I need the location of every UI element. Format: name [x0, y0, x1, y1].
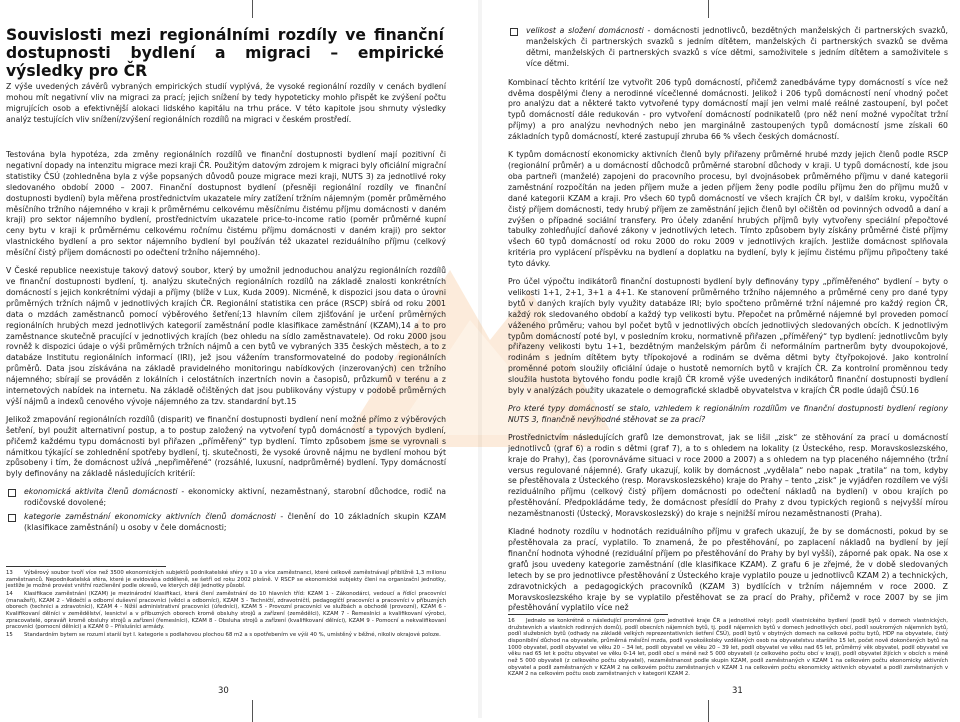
- checkbox-bullet-icon: [8, 489, 16, 497]
- criteria-description: - ekonomicky aktivní, nezaměstnaný, starobní důchodce, rodič na rodičovské dovolené;: [24, 487, 446, 508]
- checkbox-bullet-icon: [510, 28, 518, 36]
- chapter-abstract: Z výše uvedených závěrů vybraných empirických studií vyplývá, že vysoké regionální rozdíly v cenách bydlení mohou mít negativní vliv na migraci za prací; jejich snížení by tedy hypoteticky mohlo přispět ke zvýšení počtu migrujících osob a efektivnější alokaci lidského kapitálu na trhu práce. V této kapitole jsou shrnuty výsledky analýz testujících vliv snížení/zvýšení regionálních rozdílů na migraci v českém prostředí.: [6, 82, 446, 124]
- footnote-number: 15: [6, 631, 13, 638]
- footnote: [6, 632, 446, 639]
- left-body: [6, 150, 446, 537]
- footnote-text: Jednalo se konkrétně o následující proměnné (pro jednotlivé kraje ČR a jednotlivé roky): podíl vlastnického bydlení (podíl bytů v domech vlastnických, družstevních a vlastních rodinných domů), podíl obecních nájemních bytů, tj. podíl nájemních bytů v domech jednotlivých obcí, podíl soukromých nájemních bytů, podíl služebních bytů (odhady na základě velkých reprezentativních šetření ČSÚ), podíl bytů v obytných domech na celkové počtu bytů, HDP na obyvatele, čistý disponibilní důchod na obyvatele, průměrná měsíční mzda, podíl vysokoškolsky vzdělaných osob na obyvatelstvu staršího 15 let, počet nově dokončených bytů na 1000 obyvatel, podíl obyvatel ve věku 20 – 34 let, podíl obyvatel ve věku 20 – 39 let, podíl obyvatel ve věku nad 65 let, průměrný věk obyvatel, podíl obyvatel ve věku nad 65 let k počtu obyvatel ve věku 0-14 let, podíl obcí s méně než 5 000 obyvateli (z celkového počtu obcí v kraji), podíl obyvatel žijících v obcích s méně než 5 000 obyvateli (z celkového počtu obyvatel), nezaměstnanost podle skupin KZAM, podíl zaměstnaných v KZAM 1 na celkovém počtu ekonomicky aktivních obyvatel a podíl zaměstnaných v KZAM 2 na celkovém počtu zaměstnaných v KZAM 1 na celkovém počtu ekonomicky aktivních obyvatel a podíl zaměstnaných v KZAM 2 na celkovém počtu osob zaměstnaných v kategorii KZAM 2.: [508, 618, 948, 678]
- body-paragraph: K typům domácností ekonomicky aktivních členů byly přiřazeny průměrné hrubé mzdy jejich členů podle RSCP (regionální průměr) a u domácností důchodců průměrné starobní důchody v kraji. U typů domácností, kde jsou oba partneři (manželé) zapojeni do pracovního procesu, byl dvojnásobek průměrného příjmu v dané kategorii zaměstnání rozpočítán na jeden příjem muže a jeden příjem ženy podle podílu příjmu žen do příjmu mužů v dané kategorii KZAM a kraji. Pro všech 60 typů domácností ve všech krajích ČR byl, v dalším kroku, vypočítán čistý příjem domácnosti, tedy hrubý příjem ze zaměstnání jejich členů byl očištěn od povinných odvodů a daní a zvýšen o případné sociální transfery. Pro účely zdanění hrubých příjmů byly vytvořeny speciální přepočtové tabulky zohledňující daňové zákony v jednotlivých letech. Tímto způsobem byly získány průměrné čisté příjmy všech 60 typů domácností od roku 2000 do roku 2009 v jednotlivých krajích. Jestliže domácnost splňovala kritéria pro vyplácení příspěvku na bydlení a doplatku na bydlení, byly k jejímu čistému příjmu připočteny také tyto dávky.: [508, 150, 948, 269]
- page-number: 30: [218, 686, 229, 696]
- body-paragraph: Prostřednictvím následujících grafů lze demonstrovat, jak se lišil „zisk“ ze stěhování za prací u domácností jednotlivců (graf 6) a rodin s dětmi (graf 7), a to s ohledem na lokality (z Ústeckého, resp. Moravskoslezského, kraje do Prahy), čas (porovnáváme situaci v roce 2000 a 2007) a s ohledem na typ placeného nájemného (tržní versus regulované nájemné). Grafy ukazují, kolik by domácnost „vydělala“ nebo napak „tratila“ na tom, kdyby se přestěhovala z Ústeckého (resp. Moravskoslezského) kraje do Prahy – tento „zisk“ je vyjádřen rozdílem ve výši reziduálního příjmu (celkový čistý příjem domácnosti po odečtení nákladů na bydlení) v obou krajích po přestěhování. Předpokládáme tedy, že domácnost přesídlí do Prahy z dvou typických regionů s nejvyšší mírou nezaměstnanosti (Ústecký, Moravskoslezský) do kraje s nejnižší mírou nezaměstnanosti (Praha).: [508, 432, 948, 519]
- footnote-number: 13: [6, 570, 13, 576]
- criteria-item: [6, 512, 446, 534]
- criteria-item: [6, 487, 446, 509]
- criteria-description: - domácnosti jednotlivců, bezdětných manželských či partnerských svazků, manželských či partnerských svazků s jedním dítětem, manželských či partnerských svazků se dvěma dětmi, manželských či partnerských svazků s více dětmi, samoživitele s jedním dítětem a samoživitele s více dětmi.: [526, 26, 949, 68]
- left-page: [0, 0, 476, 718]
- criteria-term: ekonomická aktivita členů domácnosti: [24, 487, 178, 497]
- checkbox-bullet-icon: [8, 514, 16, 522]
- footnote-text: Standardním bytem se rozumí starší byt I. kategorie s podlahovou plochou 68 m2 a s opotřebením ve výši 40 %, umístěný v běžné, nikoliv okrajové poloze.: [24, 631, 441, 638]
- footnote: [6, 570, 446, 590]
- body-paragraph: Jelikož zmapování regionálních rozdílů (disparit) ve finanční dostupnosti bydlení není možné přímo z výběrových šetření, byl použit alternativní postup, a to postup založený na vytvoření typů domácností a typových bydlení, přičemž každému typu domácnosti byl přiřazen „příměřený“ typ bydlení. Tímto způsobem jsme se vyrovnali s námitkou týkající se zohlednění spotřeby bydlení, tj. skutečnosti, že vysoké úrovně nájmu ne bydlení mohou být způsobeny i tím, že domácnost užívá „nepřiměřené“ (rozsáhlé, luxusní, nadprůměrné) bydlení. Typy domácností byly definovány na základě následujících kritérií:: [6, 414, 446, 479]
- footnote-number: 16: [508, 618, 515, 624]
- left-footnotes: [6, 570, 446, 640]
- criteria-term: velikost a složení domácnosti: [526, 26, 644, 35]
- right-footnotes: [508, 618, 948, 679]
- footnote: [508, 618, 948, 678]
- criteria-description: - členění do 10 základních skupin KZAM (klasifikace zaměstnání) u osoby v čele domácnosti;: [24, 512, 447, 532]
- crop-mark: [708, 0, 709, 18]
- criteria-list: [6, 487, 446, 534]
- footnote-text: Klasifikace zaměstnání (KZAM) je mezinárodní klasifikaci, která člení zaměstnání do 10 hlavních tříd: KZAM 1 - Zákonodárci, vedoucí a řídící pracovníci (manažeři), KZAM 2 - Vědečtí a odborní duševní pracovníci (vědci a odborníci), KZAM 3 - Techničtí, zdravotničtí, pedagogičtí pracovníci a pracovníci v příbuzných oborech (technici a zdravotníci), KZAM 4 - Nižší administrativní pracovníci (úředníci), KZAM 5 - Provozní pracovníci ve službách a obchodě (provozní), KZAM 6 - Kvalifikovaní dělníci v zemědělství, lesnictví a v příbuzných oborech kromě obsluhy strojů a zařízení (zemědělci), KZAM 7 - Řemeslníci a kvalifikovaní výrobci, zpracovatelé, opraváři kromě obsluhy strojů a zařízení (řemeslníci), KZAM 8 - Obsluha strojů a zařízení (kvalifikovaní dělníci), KZAM 9 - Pomocní a nekvalifikovaní pracovníci (pomocní dělníci) a KZAM 0 – Příslušníci armády.: [6, 590, 446, 631]
- body-paragraph: Testována byla hypotéza, zda změny regionálních rozdílů ve finanční dostupnosti bydlení mají pozitivní či negativní dopady na intenzitu migrace mezi kraji ČR. Použitým datovým zdrojem k migraci byly oficiální migrační statistiky ČSÚ (zohledněna byla z výše popsaných důvodů pouze migrace mezi kraji, NUTS 3) za jednotlivé roky sledovaného období 2000 – 2007. Finanční dostupnost bydlení (přesněji regionální rozdíly ve finanční dostupnosti bydlení) byla měřena prostřednictvím ukazatele míry zatížení tržním nájemným (poměr průměrného měsíčního tržního nájemného v kraji k průměrnému celkovému měsíčnímu čistému příjmu domácnosti v daném kraji) pro sektor nájemního bydlení, prostřednictvím ukazatele price-to-income ratio (poměr průměrné kupní ceny bytu v kraji k průměrnému celkovému ročnímu čistému příjmu domácnosti v daném kraji) pro sektor vlastnického bydlení a pro sektor nájemního bydlení byl používán též ukazatel reziduálního příjmu (celkový měsíční čistý příjem domácnosti po odečtení tržního nájemného).: [6, 150, 446, 258]
- body-paragraph: Pro účel výpočtu indikátorů finanční dostupnosti bydlení byly definovány typy „příměřeného“ bydlení – byty o velikosti 1+1, 2+1, 3+1 a 4+1. Ke stanovení průměrného tržního nájemného a průměrné ceny pro dané typy bytů v daných krajích byly využity databáze IRI; bylo spočteno průměrné tržní nájemné pro každý region ČR, každý rok sledovaného období a každý typ velikosti bytu. Přepočet na průměrné nájemné byl proveden pomocí váženého průměru; vahou byl počet bytů v jednotlivých obcích jednotlivých sledovaných obcích. K jednotlivým typům domácností poté byl, v posledním kroku, normativně přiřazen „příměřený“ typ bydlení: jednotlivcům byly přiřazeny velikosti bytu 1+1, bezdětným manželským párům či neformálním partnerům byty dvoupokojové, rodinám s jedním dítětem byty třípokojové a rodinám se dvěma dětmi byty čtyřpokojové. Jako kontrolní proměnné potom sloužily oficiální údaje o hustotě nemorních bytů v krajích ČR. Za kontrolní proměnnou tedy sloužila hustota bytového fondu podle krajů ČR kromě výše uvedených indikátorů finanční dostupnosti bydlení byly v analýzách použity ukazatele o demografické skladbě obyvatelstva v krajích ČR podle údajů ČSÚ.16: [508, 277, 948, 396]
- criteria-term: kategorie zaměstnání ekonomicky aktivních členů domácnosti: [24, 512, 276, 522]
- chapter-title: Souvislosti mezi regionálními rozdíly ve finanční dostupnosti bydlení a migraci – empirické výsledky pro ČR: [6, 26, 444, 80]
- footnote: [6, 591, 446, 631]
- criteria-list: [508, 26, 948, 70]
- criteria-item: [508, 26, 948, 70]
- footnote-number: 14: [6, 590, 13, 597]
- footnote-rule: [6, 566, 166, 567]
- body-paragraph: Kombinací těchto kritérií lze vytvořit 206 typů domácností, přičemž zanedbáváme typy domácností s více než dvěma dospělými členy a nerodinné vícečlenné domácnosti. Jelikož i 206 typů domácností není vhodný počet pro analýzu dat a některé takto vytvořené typy domácností mají jen velmi malé reálné zastoupení, byl počet typů domácností dále redukován - pro vytvoření domácností podnikatelů (pro něž není možné vypočítat tržní příjmy) a pro analýzu nevhodných nebo jen marginálně zastoupených typů domácností jsme získali 60 základních typů domácností, které zastupují zhruba 66 % všech českých domácností.: [508, 77, 948, 142]
- crop-mark: [708, 700, 709, 722]
- body-paragraph: V České republice neexistuje takový datový soubor, který by umožnil jednoduchou analýzu regionálních rozdílů ve finanční dostupnosti bydlení, tj. analýzu skutečných regionálních rozdílů na základě znalosti konkrétních domácností s jejich konkrétními výdaji a příjmy (blíže v Lux, Kuda 2009). Nicméně, k dispozici jsou data o úrovni průměrných tržních nájmů v jednotlivých krajích ČR. Regionální statistika cen práce (RSCP) sbírá od roku 2001 data o mzdách zaměstnanců pomocí výběrového šetření;13 hlavním cílem zjišťování je určení průměrných regionálních hrubých mezd jednotlivých kategorií zaměstnání podle klasifikace zaměstnání (KZAM),14 a to pro zaměstnance skutečně pracující v jednotlivých krajích (bez ohledu na sídlo zaměstnavatele). Od roku 2000 jsou rovněž k dispozici údaje o výši průměrných tržních nájmů a cen bytů ve vybraných 335 českých městech, a to z databáze Institutu regionálních informací (IRI), jež jsou vážením transformovatelné do podoby regionálních průměrů. Data jsou získávána na základě pravidelného monitoringu nabídkových (inzerovaných) cen tržního nájemného; sbírají se prováděn z lokálních i celostátních inzertních novin a časopisů, průzkumů v terénu a z internetových nabídek na internetu. Na základě očištěných dat jsou publikovány výstupy v podobě průměrných výší nájmů a indexů cenového vývoje nájemného za tzv. standardní byt.15: [6, 266, 446, 406]
- body-paragraph: Kladné hodnoty rozdílu v hodnotách reziduálního příjmu v grafech ukazují, že by se domácnosti, pokud by se přestěhovala za prací, vyplatilo. To znamená, že po přestěhování, po zaplacení nákladů na bydlení by její finanční hodnota výhodné (reziduální příjem po přestěhování do Prahy by byl vyšší), záporné pak opak. Na ose x grafů jsou uvedeny kategorie zaměstnání (dle klasifikace KZAM). Z grafu 6 je zřejmé, že v době sledovaných letech by se pro jednotlivce přestěhování z Ústeckého kraje vyplatilo pouze u jednotlivců KZAM 2) a technických, zdravotnických a pedagogických pracovníků (KZAM 3) bydlících v tržním nájemném v roce 2000. Z Moravskoslezského kraje by se vyplatilo přestěhovat se za prací do Prahy, přičemž v roce 2007 by se jim přestěhování vyplatilo více než: [508, 527, 948, 613]
- right-body: [508, 26, 948, 621]
- footnote-rule: [508, 614, 668, 615]
- research-question: Pro které typy domácností se stalo, vzhledem k regionálním rozdílům ve finanční dostupnosti bydlení regiony NUTS 3, finančně nevýhodné stěhovat se za prací?: [508, 404, 948, 424]
- page-number: 31: [732, 686, 743, 696]
- footnote-text: Výběrový soubor tvoří více než 3500 ekonomických subjektů podnikatelské sféry s 10 a více zaměstnanci, které celkově zaměstnávají přibližně 1,3 milionu zaměstnanců. Nepodnikatelská sféra, které je evidována odděleně, se šetří od roku 2002 plošně. V RSCP se ekonomické subjekty člení na organizační jednotky, jestliže je možné provést vnitřní rozčlenění podle okresů, ve kterých ději jednotky působí.: [6, 570, 446, 590]
